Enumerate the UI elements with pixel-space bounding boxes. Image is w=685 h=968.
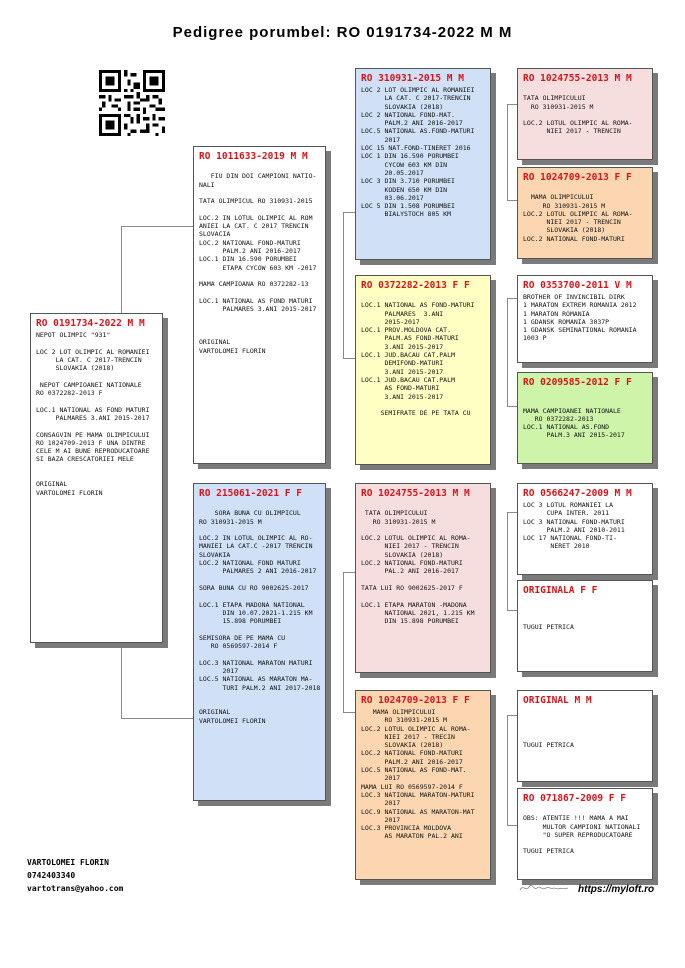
connector-line <box>121 226 193 227</box>
connector-line <box>343 572 355 573</box>
connector-line <box>507 512 517 513</box>
connector-line <box>507 406 517 407</box>
connector-line <box>507 104 517 105</box>
connector-line <box>507 512 508 610</box>
pigeon-details: MAMA OLIMPICULUI RO 310931-2015 M LOC.2 LOTUL OLIMPIC AL ROMA- NIEI 2017 - TRECIN SLOVAKIA (2018) LOC.2 NATIONAL FOND-MATURI PALM.2 ANI 2016-2017 LOC.5 NATIONAL AS FOND-MAT. 2017 MAMA LUI RO 0569597-2014 F LOC.3 NATIONAL MARATON-MATURI 2017 LOC.9 NATIONAL AS MARATON-MAT 2017 LOC.3 PROVINCIA MOLDOVA AS MARATON PAL.2 ANI <box>361 708 475 841</box>
ring-number: RO 310931-2015 M M <box>361 73 464 84</box>
pigeon-card-dam-dam <box>355 690 491 880</box>
connector-line <box>343 212 344 358</box>
ring-number: RO 1024709-2013 F F <box>361 695 470 706</box>
website-link[interactable]: https://myloft.ro <box>578 884 655 895</box>
pigeon-details: FIU DIN DOI CAMPIONI NATIO- NALI TATA OLIMPICUL RO 310931-2015 LOC.2 IN LOTUL OLIMPIC AL ROM ANIEI LA CAT. C 2017 TRENCIN SLOVACIA LOC.2 NATIONAL FOND-MATURI PALM.2 ANI 2016-2017 LOC.1 DIN 16.590 PORUMBEI ETAPA CYCOW 603 KM -2017 MAMA CAMPIOANA RO 0372282-13 LOC.1 NATIONAL AS FOND MATURI PALMARES 3.ANI 2015-2017 ORIGINAL VARTOLOMEI FLORIN <box>199 172 317 355</box>
pigeon-card-dam <box>193 483 326 801</box>
connector-line <box>507 200 517 201</box>
pigeon-details: MAMA CAMPIOANEI NATIONALE RO 0372282-2013 LOC.1 NATIONAL AS.FOND PALM.3 ANI 2015-2017 <box>523 406 625 440</box>
ring-number: RO 0566247-2009 M M <box>523 488 632 499</box>
connector-line <box>343 572 344 712</box>
connector-line <box>507 715 508 825</box>
connector-line <box>507 298 517 299</box>
ring-number: RO 0191734-2022 M M <box>36 318 145 329</box>
connector-line <box>507 825 517 826</box>
connector-line <box>121 226 122 320</box>
connector-line <box>121 718 193 719</box>
ring-number: RO 1024755-2013 M M <box>361 488 470 499</box>
ring-number: RO 1024709-2013 F F <box>523 172 632 183</box>
pigeon-card-sire-sire <box>355 68 491 260</box>
pigeon-card-dsd <box>517 580 653 672</box>
owner-contact <box>27 856 123 895</box>
connector-line <box>343 212 355 213</box>
pigeon-details: LOC.1 NATIONAL AS FOND-MATURI PALMARES 3.ANI 2015-2017 LOC.1 PROV.MOLDOVA CAT. PALM.AS FOND-MATURI 3.ANI 2015-2017 LOC.1 JUD.BACAU CAT.PALM DEMIFOND-MATURI 3.ANI 2015-2017 LOC.1 JUD.BACAU CAT.PALM AS FOND-MATURI 3.ANI 2015-2017 SEMIFRATE DE PE TATA CU <box>361 301 475 418</box>
owner-phone: 0742403340 <box>27 871 76 880</box>
pigeon-details: BROTHER OF INVINCIBIL DIRK 1 MARATON EXTREM ROMANIA 2012 1 MARATON ROMANIA 1 GDANSK ROMANIA 3037P 1 GDANSK SEMINATIONAL ROMANIA 1003 P <box>523 293 637 343</box>
connector-line <box>507 610 517 611</box>
pigeon-details: TUGUI PETRICA <box>523 741 574 750</box>
ring-number: RO 071867-2009 F F <box>523 793 626 804</box>
pigeon-card-ssd <box>517 167 653 259</box>
connector-line <box>343 712 355 713</box>
pigeon-card-dam-sire <box>355 483 491 673</box>
connector-line <box>507 298 508 406</box>
ring-number: RO 215061-2021 F F <box>199 488 302 499</box>
pigeon-details: SORA BUNA CU OLIMPICUL RO 310931-2015 M LOC.2 IN LOTUL OLIMPIC AL RO- MANIEI LA CAT.C -2017 TRENCIN SLOVAKIA LOC.2 NATIONAL FOND MATURI PALMARES 2 ANI 2016-2017 SORA BUNA CU RO 9002625-2017 LOC.1 ETAPA MADONA NATIONAL DIN 10.07.2021-1.215 KM 15.898 PORUMBEI SEMISORA DE PE MAMA CU RO 0569597-2014 F LOC.3 NATIONAL MARATON MATURI 2017 LOC.5 NATIONAL AS MARATON MA- TURI PALM.2 ANI 2017-2018 ORIGINAL VARTOLOMEI FLORIN <box>199 509 321 725</box>
pigeon-card-sire <box>193 146 326 464</box>
pigeon-details: NEPOT OLIMPIC "931" LOC 2 LOT OLIMPIC AL ROMANIEI LA CAT. C 2017-TRENCIN SLOVAKIA (2018) NEPOT CAMPIOANEI NATIONALE RO 0372282-2013 F LOC.1 NATIONAL AS FOND MATURI PALMARES 3.ANI 2015-2017 CONSAGVIN PE MAMA OLIMPICULUI RO 1024709-2013 F UNA DINTRE CELE M AI BUNE REPRODUCATOARE SI BAZA CRESCATORIEI MELE ORIGINAL VARTOLOMEI FLORIN <box>36 331 150 497</box>
owner-email: vartotrans@yahoo.com <box>27 884 124 893</box>
pigeon-card-subject <box>30 313 163 643</box>
pigeon-details: TUGUI PETRICA <box>523 622 574 631</box>
connector-line <box>343 358 355 359</box>
pigeon-card-dds <box>517 690 653 782</box>
ring-number: RO 1024755-2013 M M <box>523 73 632 84</box>
connector-line <box>121 638 122 718</box>
page-title: Pedigree porumbel: RO 0191734-2022 M M <box>172 24 513 41</box>
pigeon-details: LOC 3 LOTUL ROMANIEI LA CUPA INTER. 2011 LOC 3 NATIONAL FOND-MATURI PALM.2 ANI 2010-2011 LOC 17 NATIONAL FOND-TI- NERET 2010 <box>523 501 625 551</box>
pigeon-card-sss <box>517 68 653 160</box>
ring-number: RO 0209585-2012 F F <box>523 377 632 388</box>
pigeon-card-sds <box>517 275 653 363</box>
pigeon-details: TATA OLIMPICULUI RO 310931-2015 M LOC.2 LOTUL OLIMPIC AL ROMA- NIEI 2017 - TRENCIN SLOVAKIA (2018) LOC.2 NATIONAL FOND-MATURI PAL.2 ANI 2016-2017 TATA LUI RO 9002625-2017 F LOC.1 ETAPA MARATON -MADONA NATIONAL 2021, 1.215 KM DIN 15.898 PORUMBEI <box>361 509 475 626</box>
connector-line <box>507 715 517 716</box>
ring-number: ORIGINAL M M <box>523 695 592 706</box>
pigeon-details: OBS: ATENTIE !!! MAMA A MAI MULTOR CAMPIONI NATIONALI "O SUPER REPRODUCATOARE TUGUI PETRICA <box>523 814 641 856</box>
pigeon-card-ddd <box>517 788 653 880</box>
connector-line <box>507 104 508 200</box>
pigeon-details: MAMA OLIMPICULUI RO 310931-2015 M LOC.2 LOTUL OLIMPIC AL ROMA- NIEI 2017 - TRENCIN SLOVAKIA (2018) LOC.2 NATIONAL FOND-MATURI <box>523 193 633 243</box>
owner-name: VARTOLOMEI FLORIN <box>27 858 109 867</box>
pigeon-details: TATA OLIMPICULUI RO 310931-2015 M LOC.2 LOTUL OLIMPIC AL ROMA- NIEI 2017 - TRENCIN <box>523 94 633 136</box>
signature-icon <box>518 882 570 894</box>
ring-number: RO 0353700-2011 V M <box>523 280 632 291</box>
pigeon-details: LOC 2 LOT OLIMPIC AL ROMANIEI LA CAT. C 2017-TRENCIN SLOVAKIA (2018) LOC 2 NATIONAL FOND-MAT. PALM.2 ANI 2016-2017 LOC.5 NATIONAL AS.FOND-MATURI 2017 LOC 15 NAT.FOND-TINERET 2016 LOC 1 DIN 16.590 PORUMBEI CYCOW 603 KM DIN 20.05.2017 LOC 3 DIN 3.710 PORUMBEI KODEN 650 KM DIN 03.06.2017 LOC 5 DIN 1.508 PORUMBEI BIALYSTOCH 805 KM <box>361 86 475 219</box>
pigeon-card-sdd <box>517 372 653 464</box>
ring-number: RO 1011633-2019 M M <box>199 151 308 162</box>
ring-number: RO 0372282-2013 F F <box>361 280 470 291</box>
qr-code-icon <box>99 70 165 136</box>
pigeon-card-dss <box>517 483 653 575</box>
pigeon-card-sire-dam <box>355 275 491 465</box>
ring-number: ORIGINALA F F <box>523 585 598 596</box>
